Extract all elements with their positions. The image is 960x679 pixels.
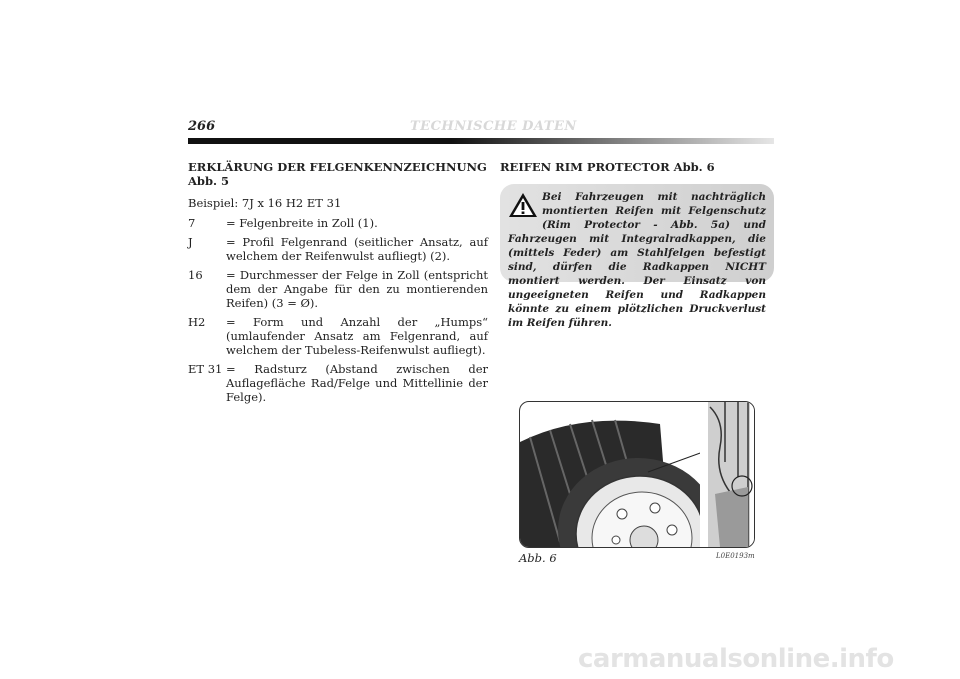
definition-key: J [188,235,193,249]
figure-caption: Abb. 6 [519,551,557,565]
definition-desc: = Durchmesser der Felge in Zoll (entspricht dem der Angabe für den zu montierenden Reifen) (3 = Ø). [226,268,488,310]
definition-desc: = Form und Anzahl der „Humps“ (umlaufender Ansatz am Felgenrand, auf welchem der Tubeless-Reifenwulst aufliegt). [226,315,488,357]
example-line: Beispiel: 7J x 16 H2 ET 31 [188,196,342,210]
right-column [500,160,776,329]
definition-item [188,362,488,404]
definition-key: 16 [188,268,203,282]
tire-illustration [520,402,754,547]
rim-protector-heading: REIFEN RIM PROTECTOR Abb. 6 [500,160,715,174]
definition-desc: = Felgenbreite in Zoll (1). [226,216,378,230]
header-rule [188,138,774,144]
definition-item [188,268,488,310]
definition-item [188,315,488,357]
definition-key: ET 31 [188,362,223,376]
rim-marking-heading-line1: ERKLÄRUNG DER FELGENKENNZEICHNUNG [188,160,487,174]
tire-rim-protector-illustration [519,401,755,548]
figure-code: L0E0193m [716,552,755,560]
rim-marking-heading-line2: Abb. 5 [188,174,230,188]
definition-key: H2 [188,315,206,329]
watermark: carmanualsonline.info [578,644,894,674]
warning-box [500,184,774,329]
page-number: 266 [188,119,216,134]
definition-desc: = Radsturz (Abstand zwischen der Auflagefläche Rad/Felge und Mittellinie der Felge). [226,362,488,404]
definition-item [188,235,488,263]
rim-marking-heading [188,160,488,188]
warning-text-block [508,190,766,330]
definition-item [188,216,488,230]
left-column [188,160,488,409]
section-title: TECHNISCHE DATEN [410,119,577,134]
definition-key: 7 [188,216,196,230]
warning-text: Bei Fahrzeugen mit nachträglich montierten Reifen mit Felgenschutz (Rim Protector - Abb. 5a) und Fahrzeugen mit Integralradkappen, die (mittels Feder) am Stahlfelgen befestigt sind, dürfen die Radkappen NICHT montiert werden. Der Einsatz von ungeeigneten Reifen und Radkappen könnte zu einem plötzlichen Druckverlust im Reifen führen. [508,191,766,329]
definition-desc: = Profil Felgenrand (seitlicher Ansatz, auf welchem der Reifenwulst aufliegt) (2). [226,235,488,263]
